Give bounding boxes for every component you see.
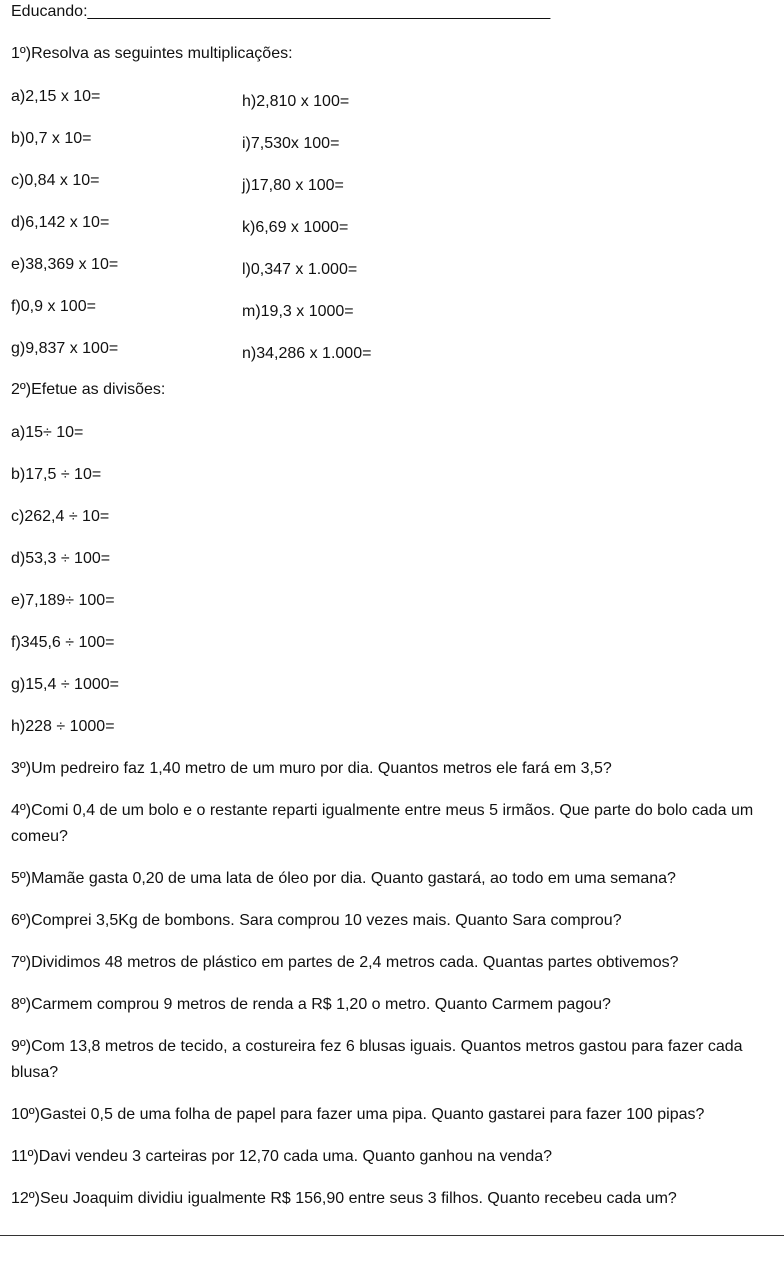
q1-item: c)0,84 x 10= <box>11 172 100 189</box>
q1-item: f)0,9 x 100= <box>11 298 96 315</box>
problem-12: 12º)Seu Joaquim dividiu igualmente R$ 156,90 entre seus 3 filhos. Quanto recebeu cada um? <box>11 1190 677 1207</box>
q1-item: n)34,286 x 1.000= <box>242 345 372 362</box>
q2-item: b)17,5 ÷ 10= <box>11 466 102 483</box>
student-name-line <box>11 3 550 21</box>
q2-item: h)228 ÷ 1000= <box>11 718 115 735</box>
q2-item: f)345,6 ÷ 100= <box>11 634 115 651</box>
q2-item: d)53,3 ÷ 100= <box>11 550 111 567</box>
bottom-divider <box>0 1235 784 1236</box>
problem-8: 8º)Carmem comprou 9 metros de renda a R$ 1,20 o metro. Quanto Carmem pagou? <box>11 996 611 1013</box>
q2-item: c)262,4 ÷ 10= <box>11 508 110 525</box>
name-blank: ____________________________________________________ <box>87 3 551 20</box>
q1-item: l)0,347 x 1.000= <box>242 261 358 278</box>
problem-4: 4º)Comi 0,4 de um bolo e o restante reparti igualmente entre meus 5 irmãos. Que parte do bolo cada um comeu? <box>11 802 754 845</box>
q2-title: 2º)Efetue as divisões: <box>11 381 166 398</box>
q1-item: e)38,369 x 10= <box>11 256 119 273</box>
q1-item: b)0,7 x 10= <box>11 130 92 147</box>
q2-item: g)15,4 ÷ 1000= <box>11 676 119 693</box>
problem-3: 3º)Um pedreiro faz 1,40 metro de um muro por dia. Quantos metros ele fará em 3,5? <box>11 760 612 777</box>
q1-item: m)19,3 x 1000= <box>242 303 354 320</box>
problem-10: 10º)Gastei 0,5 de uma folha de papel para fazer uma pipa. Quanto gastarei para fazer 100 pipas? <box>11 1106 705 1123</box>
problem-9: 9º)Com 13,8 metros de tecido, a costureira fez 6 blusas iguais. Quantos metros gastou para fazer cada blusa? <box>11 1038 743 1081</box>
q1-item: d)6,142 x 10= <box>11 214 110 231</box>
q1-item: j)17,80 x 100= <box>242 177 344 194</box>
problem-5: 5º)Mamãe gasta 0,20 de uma lata de óleo por dia. Quanto gastará, ao todo em uma semana? <box>11 870 676 887</box>
problem-11: 11º)Davi vendeu 3 carteiras por 12,70 cada uma. Quanto ganhou na venda? <box>11 1148 553 1165</box>
student-label: Educando: <box>11 3 88 20</box>
problem-6: 6º)Comprei 3,5Kg de bombons. Sara comprou 10 vezes mais. Quanto Sara comprou? <box>11 912 622 929</box>
problem-7: 7º)Dividimos 48 metros de plástico em partes de 2,4 metros cada. Quantas partes obtivemos? <box>11 954 679 971</box>
q2-item: e)7,189÷ 100= <box>11 592 115 609</box>
q2-item: a)15÷ 10= <box>11 424 84 441</box>
q1-item: g)9,837 x 100= <box>11 340 119 357</box>
q1-title: 1º)Resolva as seguintes multiplicações: <box>11 45 293 62</box>
q1-item: h)2,810 x 100= <box>242 93 350 110</box>
q1-item: a)2,15 x 10= <box>11 88 101 105</box>
q1-item: k)6,69 x 1000= <box>242 219 349 236</box>
q1-item: i)7,530x 100= <box>242 135 340 152</box>
